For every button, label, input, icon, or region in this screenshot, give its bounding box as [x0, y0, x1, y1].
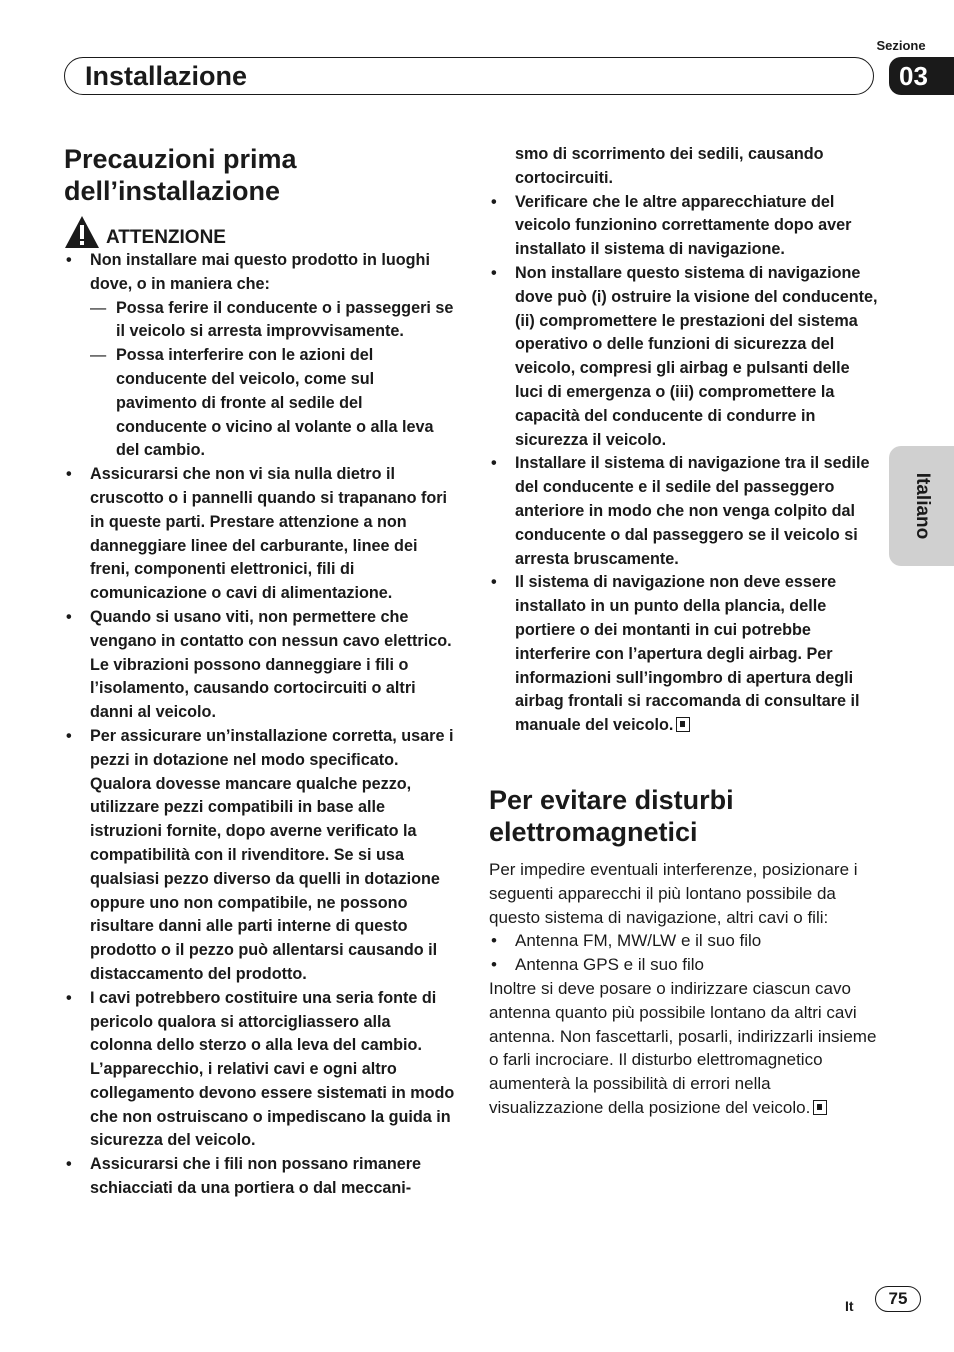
footer-language: It — [845, 1298, 854, 1314]
list-item: • Verificare che le altre apparecchiature del veicolo funzionino correttamente dopo aver installato il sistema di navigazione. — [491, 192, 852, 259]
section-label: Sezione — [876, 38, 926, 53]
language-tab-label: Italiano — [912, 472, 933, 540]
sub-list-item: — Possa ferire il conducente o i passeggeri se il veicolo si arresta improvvisamente. — [90, 298, 454, 341]
language-tab — [889, 446, 954, 566]
right-column — [489, 143, 879, 1120]
caution-list — [64, 249, 456, 1201]
end-mark-icon — [676, 717, 690, 732]
device-list — [489, 929, 879, 977]
caution-label: ATTENZIONE — [106, 227, 226, 248]
caution-list-continued — [489, 191, 879, 738]
list-item: • Antenna GPS e il suo filo — [491, 955, 705, 975]
chapter-header — [64, 57, 874, 95]
section-heading: Precauzioni prima dell’installazione — [64, 144, 297, 206]
section-number-badge: 03 — [889, 57, 954, 95]
intro-paragraph: Per impedire eventuali interferenze, posizionare i seguenti apparecchi il più lontano possibile da questo sistema di navigazione, altri cavi o fili: — [489, 859, 858, 927]
sub-list-item: — Possa interferire con le azioni del conducente del veicolo, come sul pavimento di fronte al sedile del conducente o vicino al volante o alla leva del cambio. — [90, 346, 434, 460]
list-item: • Per assicurare un’installazione corretta, usare i pezzi in dotazione nel modo specificato. Qualora dovesse mancare qualche pezzo, utilizzare pezzi compatibili in base alle istruzioni fornite, dopo averne verificato la compatibilità con il rivenditore. Se si usa qualsiasi pezzo diverso da quelli in dotazione oppure uno non compatibile, ne possono risultare danni alle parti interne di questo prodotto o il pezzo può allentarsi causando il distaccamento del prodotto. — [66, 726, 454, 983]
list-item: • Assicurarsi che i fili non possano rimanere schiacciati da una portiera o dal meccani- — [66, 1155, 422, 1198]
list-item: • Installare il sistema di navigazione tra il sedile del conducente e il sedile del passeggero anteriore in modo che non venga colpito dal conducente o dal passeggero se il veicolo si arresta bruscamente. — [491, 454, 870, 568]
left-column — [64, 143, 456, 1201]
continued-text: smo di scorrimento dei sedili, causando cortocircuiti. — [515, 145, 824, 187]
closing-paragraph: Inoltre si deve posare o indirizzare ciascun cavo antenna quanto più possibile lontano da altri cavi antenna. Non fascettarli, posarli, indirizzarli insieme o farli incrociare. Il disturbo elettromagnetico aumenterà la possibilità di errori nella visualizzazione della posizione del veicolo. — [489, 978, 877, 1117]
chapter-title: Installazione — [85, 61, 248, 91]
list-item: • I cavi potrebbero costituire una seria fonte di pericolo qualora si attorcigliassero alla colonna dello sterzo o alla leva del cambio. L’apparecchio, i relativi cavi e ogni altro collegamento devono essere sistemati in modo che non ostruiscano o impediscano la guida in sicurezza del veicolo. — [66, 988, 455, 1150]
list-item: • Quando si usano viti, non permettere che vengano in contatto con nessun cavo elettrico. Le vibrazioni possono danneggiare i fili o l’isolamento, causando cortocircuiti o altri danni al veicolo. — [66, 607, 452, 722]
list-item: • Antenna FM, MW/LW e il suo filo — [491, 931, 762, 951]
section-heading-emi: Per evitare disturbi elettromagnetici — [489, 784, 734, 847]
end-mark-icon — [813, 1100, 827, 1115]
page-number: 75 — [875, 1286, 921, 1312]
caution-header — [64, 215, 456, 249]
list-item: • Il sistema di navigazione non deve essere installato in un punto della plancia, delle portiere o dei montanti in cui potrebbe interferire con l’apertura degli airbag. Per informazioni sull’ingombro di apertura degli airbag frontali si raccomanda di consultare il manuale del veicolo. — [491, 573, 860, 735]
warning-triangle-icon — [64, 215, 100, 249]
list-item: • Assicurarsi che non vi sia nulla dietro il cruscotto o i pannelli quando si trapanano fori in queste parti. Prestare attenzione a non danneggiare linee del carburante, linee dei freni, componenti elettronici, fili di comunicazione o cavi di alimentazione. — [66, 465, 448, 603]
list-item: • Non installare questo sistema di navigazione dove può (i) ostruire la visione del conducente, (ii) compromettere le prestazioni del sistema operativo o delle funzioni di sicurezza del veicolo, compresi gli airbag e pulsanti delle luci di emergenza o (iii) compromettere la capacità del conducente di condurre in sicurezza il veicolo. — [491, 263, 878, 449]
list-item: • Non installare mai questo prodotto in luoghi dove, o in maniera che: — Possa ferire il conducente o i passeggeri se il veicolo si arresta improvvisamente. — Possa interferire con le azioni del conducente del veicolo, come sul pavimento di fronte al sedile del conducente o vicino al volante o alla leva del cambio. — [64, 249, 456, 463]
sub-list — [90, 297, 456, 464]
